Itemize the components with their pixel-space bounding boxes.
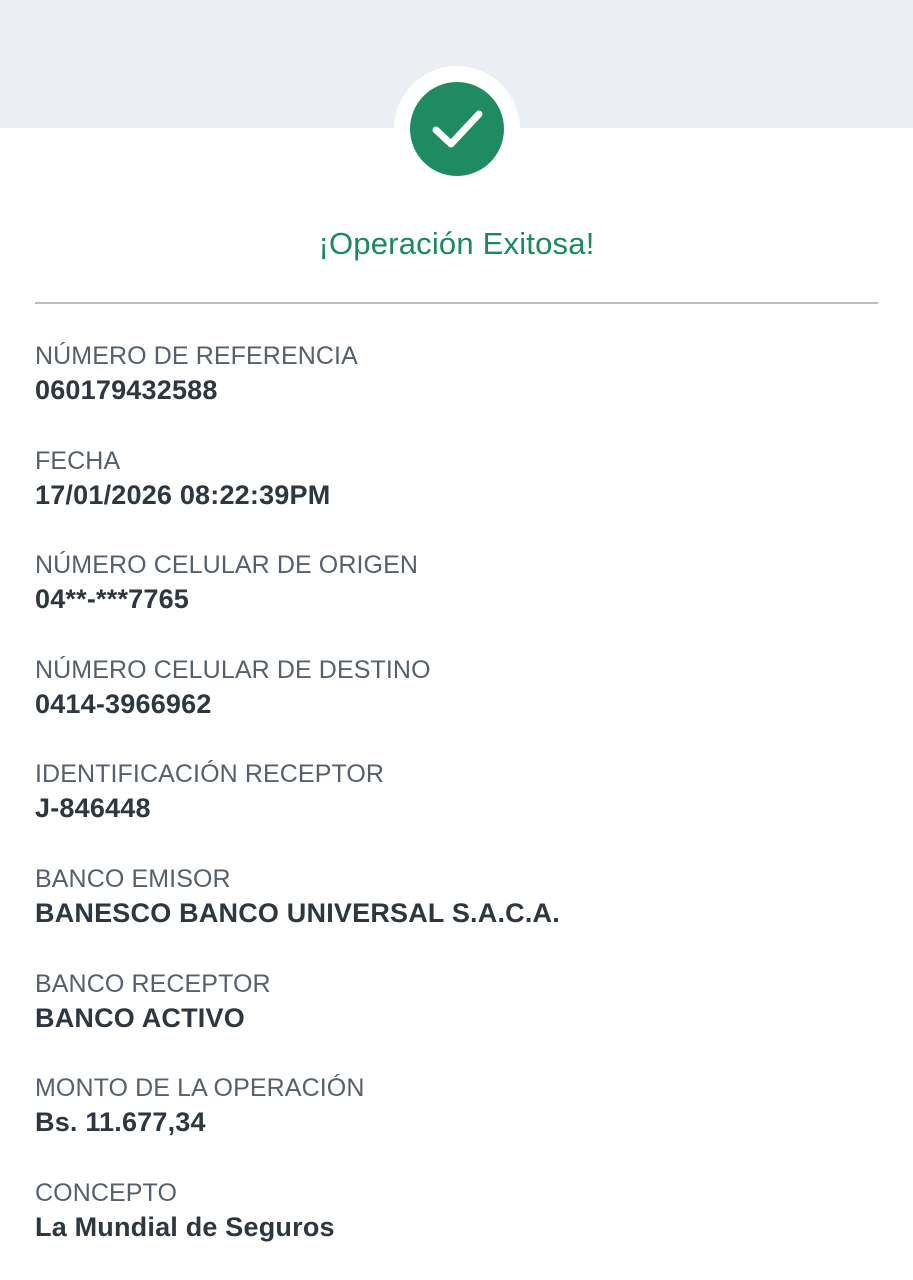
field-label: BANCO EMISOR (35, 864, 231, 893)
field-receiver-id (35, 758, 878, 863)
field-concept (35, 1177, 878, 1280)
field-value: Bs. 11.677,34 (35, 1107, 206, 1138)
field-origin-phone (35, 549, 878, 654)
field-destination-phone (35, 654, 878, 759)
field-date (35, 445, 878, 550)
field-value: La Mundial de Seguros (35, 1211, 335, 1242)
field-value: BANCO ACTIVO (35, 1002, 245, 1033)
field-value: 060179432588 (35, 375, 218, 405)
field-value: J-846448 (35, 793, 151, 824)
field-label: MONTO DE LA OPERACIÓN (35, 1074, 365, 1103)
field-value: 17/01/2026 08:22:39PM (35, 479, 331, 510)
divider (35, 302, 878, 304)
field-value: BANESCO BANCO UNIVERSAL S.A.C.A. (35, 897, 560, 928)
field-receiving-bank (35, 968, 878, 1073)
success-badge (410, 82, 504, 176)
field-value: 0414-3966962 (35, 688, 212, 719)
field-label: NÚMERO DE REFERENCIA (35, 342, 358, 370)
field-label: NÚMERO CELULAR DE ORIGEN (35, 551, 419, 580)
details-list (35, 340, 878, 1280)
field-label: NÚMERO CELULAR DE DESTINO (35, 655, 431, 684)
field-label: CONCEPTO (35, 1178, 178, 1207)
field-issuing-bank (35, 863, 878, 968)
check-icon (427, 99, 487, 159)
field-amount (35, 1072, 878, 1177)
field-label: IDENTIFICACIÓN RECEPTOR (35, 760, 385, 789)
field-value: 04**-***7765 (35, 584, 190, 615)
field-label: FECHA (35, 446, 121, 475)
field-reference-number (35, 340, 878, 445)
page-title: ¡Operación Exitosa! (318, 226, 595, 261)
field-label: BANCO RECEPTOR (35, 969, 271, 998)
